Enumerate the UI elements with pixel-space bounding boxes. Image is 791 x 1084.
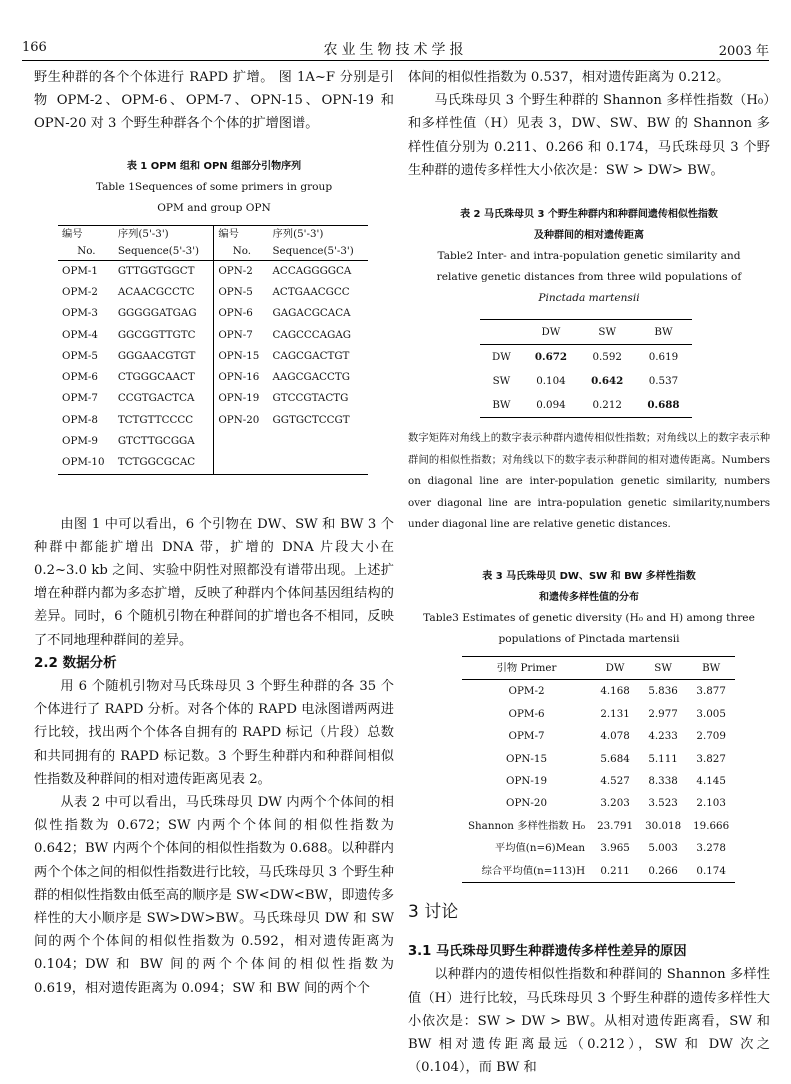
t3-cell: 4.233: [648, 730, 678, 743]
table3-caption-en-2: populations of Pinctada martensii: [498, 632, 680, 645]
t3-head: 引物 Primer: [462, 656, 591, 679]
t3-cell: 3.278: [696, 842, 726, 855]
t1-cell: [269, 431, 369, 452]
t3-cell: OPN-15: [506, 752, 548, 765]
table-row: [58, 452, 368, 474]
t2-cell: 0.094: [523, 393, 579, 418]
table1-caption-en-2: OPM and group OPN: [157, 201, 271, 214]
t3-head: DW: [591, 656, 639, 679]
table3-caption-cn-1: 表 3 马氏珠母贝 DW、SW 和 BW 多样性指数: [482, 570, 696, 582]
t1-cell: [214, 431, 269, 452]
t3-summary-label: Shannon 多样性指数 H₀: [468, 819, 586, 832]
page-number: 166: [22, 40, 47, 55]
table2-caption-en-1: Table2 Inter- and intra-population genetic similarity and: [437, 250, 741, 263]
t1-cell: OPM-1: [62, 264, 98, 277]
table-row: [462, 792, 735, 814]
t3-head: BW: [687, 656, 735, 679]
t3-cell: 3.005: [696, 707, 726, 720]
table3-block: [408, 566, 770, 883]
t1-cell: OPM-3: [62, 307, 98, 320]
t1-cell: [269, 452, 369, 474]
table2-note: 数字矩阵对角线上的数字表示种群内遗传相似性指数；对角线以上的数字表示种群间的相似性指数；对角线以下的数字表示种群间的相对遗传距离。Numbers on diagonal line are inter-population genetic similarity, numbers over diagonal line are intra-population genetic similarity,numbers under diagonal line are relative genetic distances.: [408, 432, 770, 531]
table-row: [58, 346, 368, 367]
t2-col-head: SW: [579, 320, 635, 345]
t1-head-en-seq: Sequence(5'-3'): [114, 243, 214, 261]
t3-cell: 3.827: [696, 752, 726, 765]
t1-cell: OPM-10: [58, 452, 114, 474]
table-row: [480, 345, 692, 370]
left-column: [34, 66, 394, 1000]
t3-cell: 4.168: [600, 685, 630, 698]
t3-cell: 19.666: [693, 819, 730, 832]
t1-head-cn-no-2: 编号: [214, 225, 269, 243]
table-row: [462, 680, 735, 703]
t1-cell: CAGCGACTGT: [272, 349, 350, 362]
t3-cell: 8.338: [648, 775, 678, 788]
table2-block: [408, 204, 770, 536]
t2-corner: [480, 320, 523, 345]
journal-title: 农业生物技术学报: [323, 42, 468, 58]
t3-cell: OPM-2: [508, 685, 545, 698]
t1-cell: OPN-19: [214, 388, 269, 409]
t3-cell: 2.131: [600, 707, 630, 720]
table-row: [58, 367, 368, 388]
table-row: [462, 837, 735, 859]
table3-caption-en-1: Table3 Estimates of genetic diversity (H₀ and H) among three: [423, 611, 755, 624]
right-paragraph-1: 体间的相似性指数为 0.537，相对遗传距离为 0.212。: [408, 70, 730, 85]
t1-cell: OPN-5: [214, 282, 269, 303]
table3-caption-cn-2: 和遗传多样性值的分布: [539, 591, 639, 603]
t3-cell: 3.203: [600, 797, 630, 810]
t1-cell: GGTGCTCCGT: [272, 413, 350, 426]
table2-caption-cn-2: 及种群间的相对遗传距离: [534, 230, 644, 242]
t1-cell: OPN-16: [214, 367, 269, 388]
left-paragraph-2: 由图 1 中可以看出，6 个引物在 DW、SW 和 BW 3 个种群中都能扩增出 DNA 带，扩增的 DNA 片段大小在 0.2~3.0 kb 之间、实验中阴性对照都没有谱带出现。上述扩增在种群内都为多态扩增，反映了种群内个体间基因组结构的差异。同时，6 个随机引物在种群间的扩增也各不相同，反映了不同地理种群间的差异。: [34, 516, 394, 648]
t3-cell: 3.877: [696, 685, 726, 698]
t1-head-en-seq-2: Sequence(5'-3'): [269, 243, 369, 261]
t1-cell: OPN-7: [214, 325, 269, 346]
t3-cell: OPM-7: [508, 730, 545, 743]
t3-cell: 3.523: [648, 797, 678, 810]
table2-caption-en-3: Pinctada martensii: [538, 292, 640, 305]
table-row: [58, 431, 368, 452]
left-paragraph-1: 野生种群的各个个体进行 RAPD 扩增。 图 1A~F 分别是引物 OPM-2、OPM-6、OPM-7、OPN-15、OPN-19 和 OPN-20 对 3 个野生种群各个个体的扩增图谱。: [34, 70, 394, 132]
t1-cell: CCGTGACTCA: [117, 392, 195, 405]
t1-cell: CTGGGCAACT: [117, 371, 195, 384]
t1-cell: GTTGGTGGCT: [117, 264, 195, 277]
table3: [462, 656, 735, 883]
table-row: [58, 282, 368, 303]
section-3-heading: 3 讨论: [408, 902, 459, 923]
right-paragraph-2: 马氏珠母贝 3 个野生种群的 Shannon 多样性指数（H₀）和多样性值（H）见表 3，DW、SW、BW 的 Shannon 多样性值分别为 0.211、0.266 和 0.174，马氏珠母贝 3 个野生种群的遗传多样性大小依次是：SW > DW> BW。: [408, 93, 770, 178]
t1-cell: GTCCGTACTG: [272, 392, 349, 405]
table2-caption-en-2: relative genetic distances from three wild populations of: [436, 271, 742, 284]
t2-col-head: BW: [635, 320, 691, 345]
t1-cell: OPM-2: [62, 285, 98, 298]
t1-cell: GGGAACGTGT: [117, 349, 196, 362]
t1-cell: TCTGGCGCAC: [114, 452, 214, 474]
table-row: [462, 860, 735, 883]
t1-cell: OPM-5: [62, 349, 98, 362]
t1-cell: GGCGGTTGTC: [117, 328, 196, 341]
t3-cell: OPN-19: [506, 775, 548, 788]
t3-summary-label: 平均值(n=6)Mean: [494, 842, 586, 855]
t2-cell: 0.619: [648, 351, 679, 364]
right-column: [408, 66, 770, 1079]
t3-cell: 5.684: [600, 752, 630, 765]
t1-cell: GAGACGCACA: [272, 307, 351, 320]
table-row: [58, 410, 368, 431]
t3-cell: 5.111: [648, 752, 678, 765]
table1-block: [34, 156, 394, 475]
t3-cell: 5.003: [648, 842, 678, 855]
t1-head-en-no: No.: [58, 243, 114, 261]
table2: [480, 319, 692, 418]
t1-cell: ACAACGCCTC: [117, 285, 195, 298]
t1-head-cn-seq: 序列(5'-3'): [114, 225, 214, 243]
t2-row-head: DW: [492, 351, 511, 364]
t1-cell: OPM-7: [62, 392, 98, 405]
t3-cell: 4.145: [696, 775, 726, 788]
t3-cell: 0.266: [639, 860, 687, 883]
t2-cell-diagonal: 0.688: [635, 393, 691, 418]
table-row: [462, 815, 735, 837]
t3-cell: 23.791: [597, 819, 634, 832]
t3-cell: 0.211: [591, 860, 639, 883]
section-2-2-heading: 2.2 数据分析: [34, 654, 117, 671]
t3-cell: 2.977: [648, 707, 678, 720]
t3-cell: 30.018: [645, 819, 682, 832]
t3-cell: OPN-20: [506, 797, 548, 810]
table-row: [462, 725, 735, 747]
running-header: [22, 34, 769, 61]
t2-cell: 0.104: [536, 375, 566, 388]
t3-cell: 3.965: [600, 842, 630, 855]
t1-cell: OPM-9: [62, 434, 98, 447]
t2-row-head: BW: [480, 393, 523, 418]
t1-cell: ACTGAACGCC: [272, 285, 350, 298]
t3-cell: 4.078: [600, 730, 630, 743]
t2-cell: 0.537: [648, 375, 679, 388]
t1-cell: ACCAGGGGCA: [272, 264, 352, 277]
t3-cell: OPM-6: [508, 707, 545, 720]
t2-col-head: DW: [523, 320, 579, 345]
t3-cell: 0.174: [687, 860, 735, 883]
t2-cell: 0.592: [592, 351, 622, 364]
t1-cell: OPN-15: [214, 346, 269, 367]
table-row: [462, 703, 735, 725]
t1-cell: TCTGTTCCCC: [117, 413, 194, 426]
t1-cell: OPN-2: [214, 260, 269, 282]
t3-head: SW: [639, 656, 687, 679]
table1: [58, 225, 368, 475]
t2-cell-diagonal: 0.672: [534, 351, 568, 364]
t1-cell: OPN-20: [214, 410, 269, 431]
t1-cell: CAGCCCAGAG: [272, 328, 351, 341]
table-row: [480, 393, 692, 418]
table-row: [462, 748, 735, 770]
t1-cell: GTCTTGCGGA: [117, 434, 195, 447]
t1-cell: OPM-8: [62, 413, 98, 426]
t3-cell: 5.836: [648, 685, 678, 698]
t1-cell: AAGCGACCTG: [272, 371, 350, 384]
table1-caption-cn: 表 1 OPM 组和 OPN 组部分引物序列: [126, 160, 302, 172]
t1-cell: OPM-6: [62, 371, 98, 384]
table2-caption-cn-1: 表 2 马氏珠母贝 3 个野生种群内和种群间遗传相似性指数: [460, 209, 718, 221]
t1-head-cn-no: 编号: [58, 225, 114, 243]
t3-cell: 2.709: [696, 730, 726, 743]
t1-cell: GGGGGATGAG: [117, 307, 197, 320]
left-paragraph-3: 用 6 个随机引物对马氏珠母贝 3 个野生种群的各 35 个个体进行了 RAPD 分析。对各个体的 RAPD 电泳图谱两两进行比较，找出两个个体各自拥有的 RAPD 标记（片段）总数和共同拥有的 RAPD 标记数。3 个野生种群内和种群间相似性指数及种群间的相对遗传距离见表 2。: [34, 679, 394, 787]
journal-year: 2003 年: [718, 44, 769, 59]
left-paragraph-4: 从表 2 中可以看出，马氏珠母贝 DW 内两个个体间的相似性指数为 0.672；SW 内两个个体间的相似性指数为 0.642；BW 内两个个体间的相似性指数为 0.688。以种群内两个个体之间的相似性指数进行比较，马氏珠母贝 3 个野生种群的相似性指数由低至高的顺序是 SW<DW<BW，即遗传多样性的大小顺序是 SW>DW>BW。马氏珠母贝 DW 和 SW 间的两个个体间的相似性指数为 0.592，相对遗传距离为 0.104；DW 和 BW 间的两个个体间的相似性指数为 0.619，相对遗传距离为 0.094；SW 和 BW 间的两个个: [34, 795, 395, 996]
table-row: [58, 388, 368, 409]
right-paragraph-3: 以种群内的遗传相似性指数和种群间的 Shannon 多样性值（H）进行比较，马氏珠母贝 3 个野生种群的遗传多样性大小依次是：SW > DW > BW。从相对遗传距离看，SW 和 BW 相对遗传距离最远（0.212），SW 和 DW 次之（0.104），而 BW 和: [408, 967, 770, 1076]
t2-cell: 0.212: [579, 393, 635, 418]
t1-cell: [214, 452, 269, 474]
t2-row-head: SW: [492, 375, 511, 388]
table-row: [58, 325, 368, 346]
table1-caption-en-1: Table 1Sequences of some primers in group: [95, 180, 333, 193]
table-row: [462, 770, 735, 792]
table-row: [58, 303, 368, 324]
t3-cell: 2.103: [696, 797, 726, 810]
t1-cell: OPM-4: [62, 328, 98, 341]
table-row: [58, 260, 368, 282]
section-3-1-heading: 3.1 马氏珠母贝野生种群遗传多样性差异的原因: [408, 944, 687, 960]
t2-cell-diagonal: 0.642: [591, 375, 624, 388]
t1-cell: OPN-6: [214, 303, 269, 324]
t3-summary-label: 综合平均值(n=113)H: [462, 860, 591, 883]
t1-head-en-no-2: No.: [214, 243, 269, 261]
table-row: [480, 369, 692, 393]
t3-cell: 4.527: [600, 775, 630, 788]
t1-head-cn-seq-2: 序列(5'-3'): [269, 225, 369, 243]
